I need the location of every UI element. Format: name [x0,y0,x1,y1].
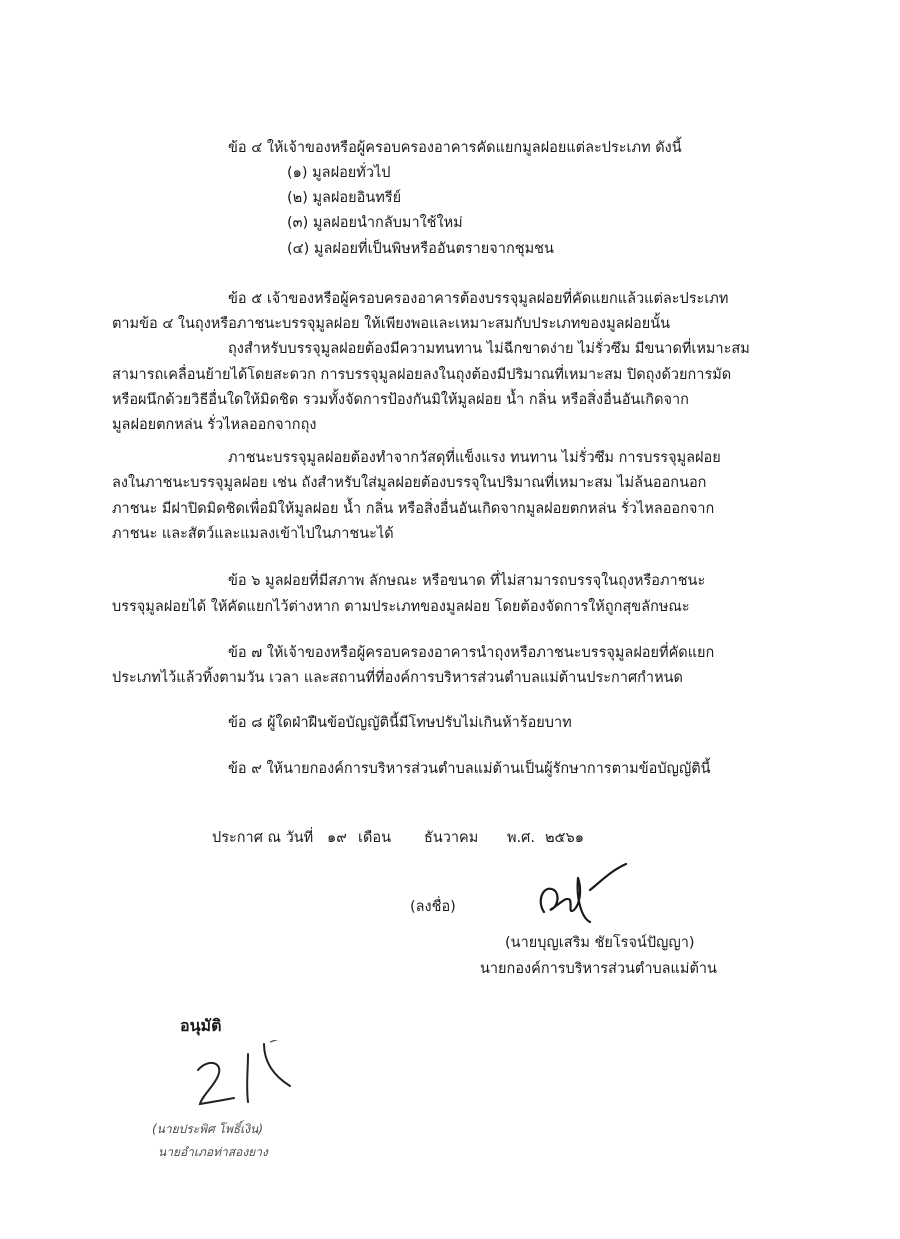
approval-label: อนุมัติ [180,1016,222,1035]
approver-signature [190,1040,310,1115]
clause-6-line: บรรจุมูลฝอยได้ ให้คัดแยกไว้ต่างหาก ตามประเภทของมูลฝอย โดยต้องจัดการให้ถูกสุขลักษณะ [112,599,690,615]
clause-5-line: ลงในภาชนะบรรจุมูลฝอย เช่น ถังสำหรับใส่มูลฝอยต้องบรรจุในปริมาณที่เหมาะสม ไม่ล้นออกนอก [112,475,707,491]
announcement-year-label: พ.ศ. [507,830,535,846]
clause-9-text: ข้อ ๙ ให้นายกองค์การบริหารส่วนตำบลแม่ต้านเป็นผู้รักษาการตามข้อบัญญัตินี้ [228,761,711,777]
clause-5-line: ถุงสำหรับบรรจุมูลฝอยต้องมีความทนทาน ไม่ฉีกขาดง่าย ไม่รั่วซึม มีขนาดที่เหมาะสม [228,341,750,357]
clause-7-line: ประเภทไว้แล้วทิ้งตามวัน เวลา และสถานที่ที่องค์การบริหารส่วนตำบลแม่ต้านประกาศกำหนด [112,670,683,686]
announcement-year: ๒๕๖๑ [545,830,584,846]
signer-name: (นายบุญเสริม ชัยโรจน์ปัญญา) [505,935,695,951]
announcement-day: ๑๙ [327,830,347,846]
clause-8-text: ข้อ ๘ ผู้ใดฝ่าฝืนข้อบัญญัตินี้มีโทษปรับไม่เกินห้าร้อยบาท [228,715,572,731]
clause-5-line: ภาชนะบรรจุมูลฝอยต้องทำจากวัสดุที่แข็งแรง ทนทาน ไม่รั่วซึม การบรรจุมูลฝอย [228,450,721,466]
signer-title: นายกองค์การบริหารส่วนตำบลแม่ต้าน [480,961,717,977]
clause-4-item-1: (๑) มูลฝอยทั่วไป [287,165,391,181]
clause-5-line: มูลฝอยตกหล่น รั่วไหลออกจากถุง [112,417,317,433]
clause-5-line: สามารถเคลื่อนย้ายได้โดยสะดวก การบรรจุมูลฝอยลงในถุงต้องมีปริมาณที่เหมาะสม ปิดถุงด้วยการมัด [112,367,732,383]
announcement-prefix: ประกาศ ณ วันที่ [212,830,314,846]
clause-5-line: ภาชนะ มีฝาปิดมิดชิดเพื่อมิให้มูลฝอย น้ำ กลิ่น หรือสิ่งอื่นอันเกิดจากมูลฝอยตกหล่น รั่วไหลออกจาก [112,501,715,517]
clause-5-line: ข้อ ๕ เจ้าของหรือผู้ครอบครองอาคารต้องบรรจุมูลฝอยที่คัดแยกแล้วแต่ละประเภท [228,291,729,307]
clause-5-line: หรือผนึกด้วยวิธีอื่นใดให้มิดชิด รวมทั้งจัดการป้องกันมิให้มูลฝอย น้ำ กลิ่น หรือสิ่งอื่นอันเกิดจาก [112,392,689,408]
announcement-month-label: เดือน [358,830,391,846]
clause-5-line: ตามข้อ ๔ ในถุงหรือภาชนะบรรจุมูลฝอย ให้เพียงพอและเหมาะสมกับประเภทของมูลฝอยนั้น [112,316,671,332]
clause-5-line: ภาชนะ และสัตว์และแมลงเข้าไปในภาชนะได้ [112,526,394,542]
clause-4-item-3: (๓) มูลฝอยนำกลับมาใช้ใหม่ [287,215,463,231]
mayor-signature [530,860,640,930]
clause-6-line: ข้อ ๖ มูลฝอยที่มีสภาพ ลักษณะ หรือขนาด ที่ไม่สามารถบรรจุในถุงหรือภาชนะ [228,573,706,589]
clause-4-item-4: (๔) มูลฝอยที่เป็นพิษหรืออันตรายจากชุมชน [287,241,554,257]
sign-label: (ลงชื่อ) [410,899,456,915]
approver-title: นายอำเภอท่าสองยาง [158,1145,268,1159]
announcement-month: ธันวาคม [424,830,479,846]
clause-4-heading: ข้อ ๔ ให้เจ้าของหรือผู้ครอบครองอาคารคัดแยกมูลฝอยแต่ละประเภท ดังนี้ [228,140,682,156]
clause-4-item-2: (๒) มูลฝอยอินทรีย์ [287,190,402,206]
clause-7-line: ข้อ ๗ ให้เจ้าของหรือผู้ครอบครองอาคารนำถุงหรือภาชนะบรรจุมูลฝอยที่คัดแยก [228,645,715,661]
approver-name: (นายประพิศ โพธิ์เงิน) [152,1122,264,1136]
